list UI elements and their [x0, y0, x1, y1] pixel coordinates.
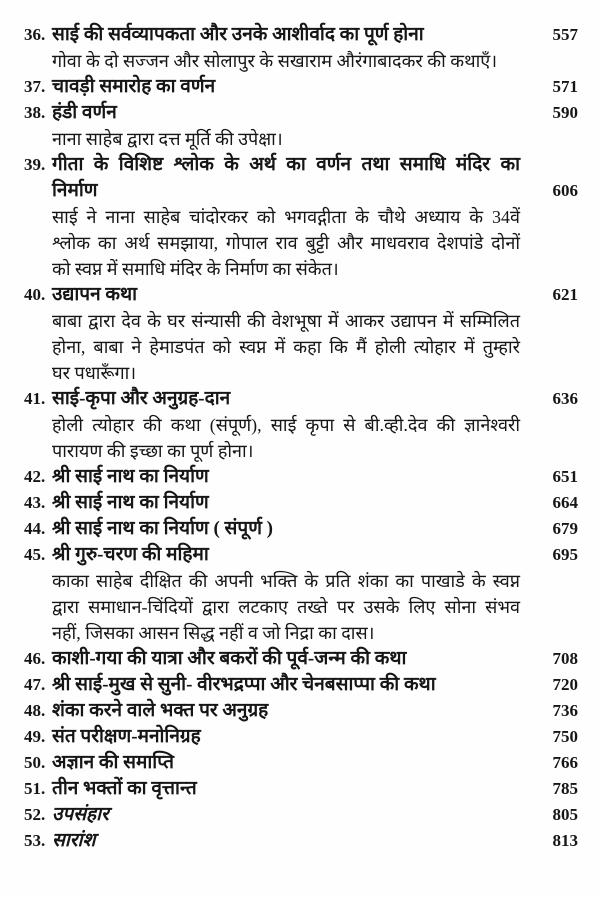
chapter-number: 53. — [24, 831, 46, 850]
chapter-title-row — [52, 750, 578, 776]
page-number: 695 — [552, 545, 578, 564]
chapter-number: 52. — [24, 805, 46, 824]
page-number: 606 — [552, 181, 578, 200]
toc-entry — [24, 724, 578, 750]
chapter-title-row — [52, 776, 578, 802]
description-line: बाबा द्वारा देव के घर संन्यासी की वेशभूषा में आकर उद्यापन में सम्मिलित — [52, 311, 520, 331]
toc-entry — [24, 74, 578, 100]
toc-entry — [24, 490, 578, 516]
toc-entry — [24, 750, 578, 776]
chapter-title-row — [52, 282, 578, 308]
description-line: श्लोक का अर्थ समझाया, गोपाल राव बुट्टी और माधवराव देशपांडे दोनों — [52, 233, 520, 253]
toc-entry-body — [52, 828, 578, 854]
title-line: चावड़ी समारोह का वर्णन — [52, 76, 216, 97]
chapter-description — [52, 308, 520, 386]
title-line: श्री साई नाथ का निर्याण ( संपूर्ण ) — [52, 518, 274, 539]
title-line: उद्यापन कथा — [52, 284, 138, 305]
title-line: काशी-गया की यात्रा और बकरों की पूर्व-जन्म की कथा — [52, 648, 407, 669]
description-line: द्वारा समाधान-चिंदियों द्वारा लटकाए तख्ते पर उसके लिए सोना संभव — [52, 597, 520, 617]
title-line: गीता के विशिष्ट श्लोक के अर्थ का वर्णन तथा समाधि मंदिर का — [52, 154, 520, 175]
title-line: श्री गुरु-चरण की महिमा — [52, 544, 209, 565]
toc-entry — [24, 100, 578, 152]
toc-entry — [24, 464, 578, 490]
chapter-title-row — [52, 516, 578, 542]
chapter-number: 47. — [24, 675, 46, 694]
chapter-title — [52, 490, 520, 516]
title-line: अज्ञान की समाप्ति — [52, 752, 174, 773]
chapter-title — [52, 516, 520, 542]
page-number: 621 — [552, 285, 578, 304]
chapter-number: 44. — [24, 519, 46, 538]
description-line: घर पधारूँगा। — [52, 363, 137, 383]
title-line: साई की सर्वव्यापकता और उनके आशीर्वाद का पूर्ण होना — [52, 24, 424, 45]
chapter-number: 37. — [24, 77, 46, 96]
chapter-title-row — [52, 646, 578, 672]
chapter-number: 51. — [24, 779, 46, 798]
chapter-number: 38. — [24, 103, 46, 122]
toc-entry-body — [52, 152, 578, 282]
chapter-description — [52, 126, 520, 152]
toc-entry — [24, 516, 578, 542]
toc-entry-body — [52, 776, 578, 802]
chapter-title — [52, 672, 520, 698]
page-number: 636 — [552, 389, 578, 408]
chapter-title-row — [52, 74, 578, 100]
page-number: 590 — [552, 103, 578, 122]
chapter-title-row — [52, 100, 578, 126]
toc-entry — [24, 672, 578, 698]
page-number: 813 — [552, 831, 578, 850]
chapter-title — [52, 386, 520, 412]
chapter-title — [52, 282, 520, 308]
page-number: 571 — [552, 77, 578, 96]
toc-entry — [24, 698, 578, 724]
description-line: काका साहेब दीक्षित की अपनी भक्ति के प्रति शंका का पाखाडे के स्वप्न — [52, 571, 520, 591]
description-line: नाना साहेब द्वारा दत्त मूर्ति की उपेक्षा। — [52, 129, 283, 149]
toc-entry — [24, 22, 578, 74]
chapter-title — [52, 750, 520, 776]
chapter-number: 46. — [24, 649, 46, 668]
title-line: हंडी वर्णन — [52, 102, 117, 123]
toc-entry-body — [52, 464, 578, 490]
toc-entry-body — [52, 698, 578, 724]
title-line: साई-कृपा और अनुग्रह-दान — [52, 388, 231, 409]
chapter-title — [52, 22, 520, 48]
title-line: श्री साई नाथ का निर्याण — [52, 492, 209, 513]
chapter-number: 39. — [24, 155, 46, 174]
chapter-number: 36. — [24, 25, 46, 44]
chapter-title-row — [52, 464, 578, 490]
chapter-title — [52, 74, 520, 100]
chapter-title-row — [52, 490, 578, 516]
chapter-number: 50. — [24, 753, 46, 772]
toc-entry-body — [52, 74, 578, 100]
title-line: संत परीक्षण-मनोनिग्रह — [52, 726, 201, 747]
chapter-title-row — [52, 802, 578, 828]
chapter-title-row — [52, 672, 578, 698]
chapter-title-row — [52, 828, 578, 854]
chapter-title — [52, 802, 520, 828]
toc-entry — [24, 828, 578, 854]
chapter-description — [52, 412, 520, 464]
chapter-title — [52, 724, 520, 750]
description-line: नहीं, जिसका आसन सिद्ध नहीं व जो निद्रा का दास। — [52, 623, 375, 643]
chapter-title — [52, 100, 520, 126]
description-line: होना, बाबा ने हेमाडपंत को स्वप्न में कहा कि मैं होली त्योहार में तुम्हारे — [52, 337, 520, 357]
toc-entry-body — [52, 386, 578, 464]
chapter-title-row — [52, 386, 578, 412]
chapter-number: 45. — [24, 545, 46, 564]
toc-entry-body — [52, 490, 578, 516]
chapter-title-row — [52, 724, 578, 750]
chapter-number: 41. — [24, 389, 46, 408]
toc-entry — [24, 542, 578, 646]
title-line: उपसंहार — [52, 804, 109, 825]
toc-entry — [24, 282, 578, 386]
page-number: 750 — [552, 727, 578, 746]
page-number: 679 — [552, 519, 578, 538]
description-line: साई ने नाना साहेब चांदोरकर को भगवद्गीता के चौथे अध्याय के 34वें — [52, 207, 520, 227]
toc-entry-body — [52, 100, 578, 152]
description-line: को स्वप्न में समाधि मंदिर के निर्माण का संकेत। — [52, 259, 339, 279]
toc-entry — [24, 802, 578, 828]
title-line: शंका करने वाले भक्त पर अनुग्रह — [52, 700, 269, 721]
chapter-number: 42. — [24, 467, 46, 486]
chapter-title-row — [52, 22, 578, 48]
description-line: पारायण की इच्छा का पूर्ण होना। — [52, 441, 254, 461]
chapter-number: 48. — [24, 701, 46, 720]
title-line: सारांश — [52, 830, 96, 851]
chapter-title — [52, 646, 520, 672]
chapter-number: 40. — [24, 285, 46, 304]
toc-entry-body — [52, 282, 578, 386]
chapter-description — [52, 204, 520, 282]
page-number: 805 — [552, 805, 578, 824]
toc-entry — [24, 152, 578, 282]
title-line: निर्माण — [52, 180, 98, 201]
chapter-title — [52, 464, 520, 490]
chapter-title — [52, 698, 520, 724]
toc-entry-body — [52, 22, 578, 74]
toc-entry-body — [52, 516, 578, 542]
chapter-number: 49. — [24, 727, 46, 746]
toc-list — [24, 22, 578, 854]
toc-entry-body — [52, 672, 578, 698]
chapter-title-row — [52, 698, 578, 724]
toc-entry-body — [52, 724, 578, 750]
chapter-title-row — [52, 152, 578, 204]
page-number: 664 — [552, 493, 578, 512]
chapter-title — [52, 542, 520, 568]
title-line: श्री साई-मुख से सुनी- वीरभद्रप्पा और चेनबसाप्पा की कथा — [52, 674, 436, 695]
toc-entry-body — [52, 750, 578, 776]
chapter-title — [52, 776, 520, 802]
toc-entry — [24, 776, 578, 802]
page-number: 766 — [552, 753, 578, 772]
page-number: 708 — [552, 649, 578, 668]
chapter-title-row — [52, 542, 578, 568]
chapter-number: 43. — [24, 493, 46, 512]
page-number: 736 — [552, 701, 578, 720]
title-line: तीन भक्तों का वृत्तान्त — [52, 778, 197, 799]
toc-entry — [24, 646, 578, 672]
page-number: 651 — [552, 467, 578, 486]
toc-entry-body — [52, 646, 578, 672]
chapter-title — [52, 828, 520, 854]
page-number: 785 — [552, 779, 578, 798]
toc-entry-body — [52, 542, 578, 646]
toc-entry — [24, 386, 578, 464]
description-line: गोवा के दो सज्जन और सोलापुर के सखाराम औरंगाबादकर की कथाएँ। — [52, 51, 498, 71]
chapter-description — [52, 48, 520, 74]
chapter-title — [52, 152, 520, 204]
title-line: श्री साई नाथ का निर्याण — [52, 466, 209, 487]
page-number: 720 — [552, 675, 578, 694]
page-number: 557 — [552, 25, 578, 44]
description-line: होली त्योहार की कथा (संपूर्ण), साई कृपा से बी.व्ही.देव की ज्ञानेश्वरी — [52, 415, 520, 435]
chapter-description — [52, 568, 520, 646]
toc-entry-body — [52, 802, 578, 828]
